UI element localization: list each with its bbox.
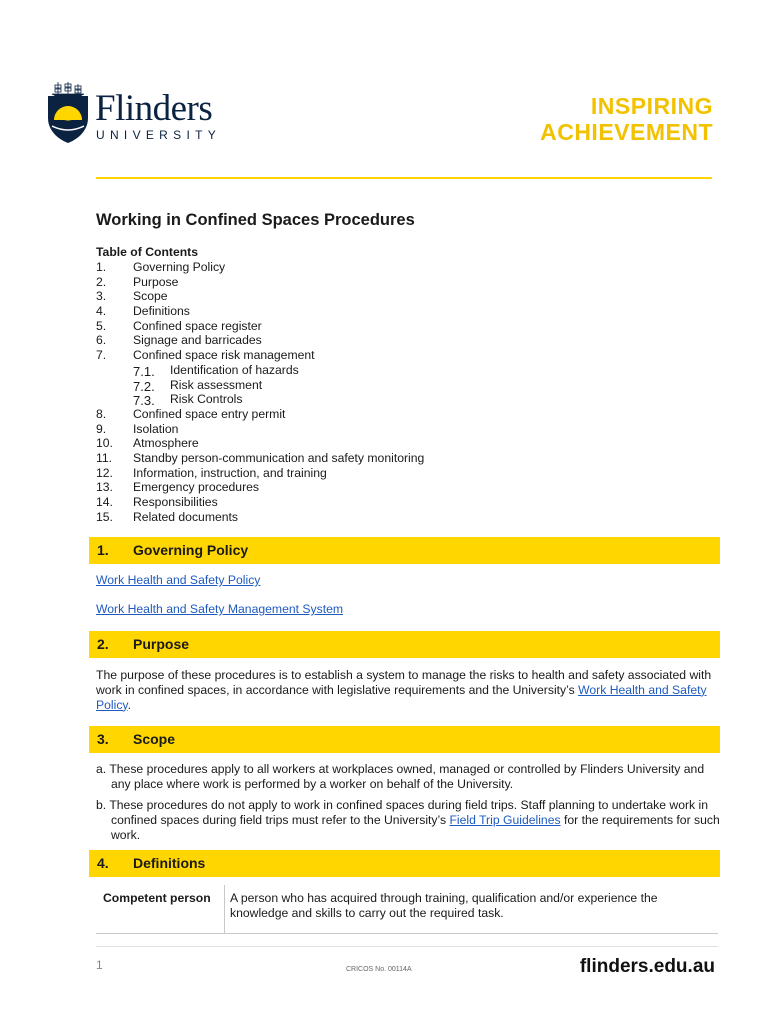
scope-item-b-end: for the requirements for such work. — [111, 812, 720, 842]
toc-item-number: 10. — [96, 436, 113, 451]
toc-item-label: Purpose — [133, 274, 179, 289]
table-of-contents — [96, 245, 696, 524]
toc-subitem[interactable] — [96, 363, 696, 378]
toc-item-number: 7.1. — [133, 363, 155, 379]
toc-item[interactable] — [96, 319, 696, 334]
whs-management-system-link[interactable]: Work Health and Safety Management System — [96, 602, 344, 616]
toc-item-number: 8. — [96, 406, 107, 421]
toc-item[interactable] — [96, 333, 696, 348]
purpose-paragraph — [96, 668, 716, 712]
cricos-number: CRICOS No. 00114A — [346, 966, 412, 973]
university-logo — [46, 80, 236, 146]
section-title: Scope — [133, 731, 176, 747]
toc-item-number: 1. — [96, 260, 107, 274]
toc-item[interactable] — [96, 495, 696, 510]
toc-item[interactable] — [96, 451, 696, 466]
footer-divider — [96, 946, 718, 947]
section-number: 3. — [97, 731, 109, 747]
toc-item-label: Governing Policy — [133, 260, 226, 274]
toc-item-label: Emergency procedures — [133, 480, 259, 495]
website-url: flinders.edu.au — [579, 956, 715, 977]
section-title: Definitions — [133, 855, 206, 871]
policy-link-row — [96, 602, 343, 617]
toc-item-number: 7.2. — [133, 378, 155, 394]
toc-item-label: Standby person-communication and safety monitoring — [133, 450, 425, 465]
toc-item-label: Atmosphere — [133, 436, 199, 451]
purpose-text: The purpose of these procedures is to establish a system to manage the risks to health and safety associated with work in confined spaces, in accordance with legislative requirements and the University’s — [96, 668, 712, 697]
toc-item-number: 2. — [96, 274, 107, 289]
header-divider — [96, 177, 712, 179]
toc-item-number: 4. — [96, 304, 107, 319]
toc-item[interactable] — [96, 275, 696, 290]
whs-policy-link[interactable]: Work Health and Safety Policy — [96, 682, 707, 712]
page-number: 1 — [96, 958, 103, 972]
purpose-end: . — [127, 697, 131, 712]
section-number: 2. — [97, 636, 109, 652]
toc-item[interactable] — [96, 407, 696, 422]
field-trip-guidelines-link[interactable]: Field Trip Guidelines — [449, 812, 561, 827]
definition-text: A person who has acquired through training, qualification and/or experience the knowledge and skills to carry out the required task. — [230, 891, 658, 920]
toc-item[interactable] — [96, 422, 696, 437]
section-heading-definitions — [89, 850, 720, 877]
toc-item[interactable] — [96, 480, 696, 495]
table-divider — [224, 885, 225, 933]
toc-item-label: Scope — [133, 289, 168, 304]
toc-item-label: Risk Controls — [170, 392, 243, 407]
toc-item-label: Signage and barricades — [133, 333, 262, 348]
toc-item-label: Related documents — [133, 509, 239, 524]
section-number: 4. — [97, 855, 109, 871]
toc-item-label: Definitions — [133, 304, 190, 319]
toc-subitem[interactable] — [96, 378, 696, 393]
scope-item-a: a. These procedures apply to all workers at workplaces owned, managed or controlled by Flinders University and any place where work is performed by a worker on behalf of the University. — [96, 762, 705, 791]
section-title: Purpose — [133, 636, 190, 652]
toc-item-label: Responsibilities — [133, 495, 218, 509]
toc-item-number: 11. — [96, 450, 113, 465]
toc-item[interactable] — [96, 289, 696, 304]
tagline — [540, 93, 713, 145]
toc-item-label: Isolation — [133, 421, 179, 436]
toc-item[interactable] — [96, 348, 696, 363]
toc-item-label: Confined space register — [133, 318, 262, 333]
tagline-line-1: INSPIRING — [590, 93, 713, 119]
toc-item-label: Confined space entry permit — [133, 406, 286, 421]
section-title: Governing Policy — [133, 542, 249, 558]
toc-item[interactable] — [96, 510, 696, 525]
logo-wordmark: Flinders — [95, 88, 213, 129]
toc-item-number: 6. — [96, 333, 107, 348]
policy-link-row — [96, 573, 260, 588]
toc-item-number: 15. — [96, 509, 113, 524]
logo-subtitle: UNIVERSITY — [96, 128, 222, 142]
toc-item[interactable] — [96, 260, 696, 275]
toc-heading: Table of Contents — [96, 245, 199, 259]
toc-item-label: Risk assessment — [170, 377, 263, 392]
toc-item-number: 12. — [96, 465, 113, 480]
definition-row — [96, 885, 718, 934]
section-number: 1. — [97, 542, 109, 558]
section-heading-purpose — [89, 631, 720, 658]
whs-policy-link[interactable]: Work Health and Safety Policy — [96, 573, 261, 587]
toc-item-number: 5. — [96, 318, 107, 333]
scope-item-b-text: b. These procedures do not apply to work in confined spaces during field trips. Staff planning to undertake work in confined spaces during field trips must refer to the University’s — [96, 798, 708, 827]
toc-item-number: 3. — [96, 289, 107, 304]
tagline-line-2: ACHIEVEMENT — [540, 119, 713, 145]
toc-item[interactable] — [96, 466, 696, 481]
toc-item-label: Confined space risk management — [133, 348, 315, 363]
toc-item-number: 14. — [96, 495, 113, 509]
toc-item[interactable] — [96, 436, 696, 451]
toc-item-number: 13. — [96, 480, 113, 495]
toc-item-number: 7. — [96, 348, 107, 363]
toc-item-label: Information, instruction, and training — [133, 465, 327, 480]
section-heading-governing-policy — [89, 537, 720, 564]
toc-item[interactable] — [96, 304, 696, 319]
crest-icon — [46, 82, 90, 144]
toc-item-number: 7.3. — [133, 393, 155, 409]
toc-item-number: 9. — [96, 421, 107, 436]
scope-item-b — [96, 798, 723, 842]
section-heading-scope — [89, 726, 720, 753]
toc-item-label: Identification of hazards — [170, 362, 299, 377]
document-title: Working in Confined Spaces Procedures — [96, 211, 415, 229]
toc-subitem[interactable] — [96, 392, 696, 407]
definition-term: Competent person — [103, 891, 211, 905]
